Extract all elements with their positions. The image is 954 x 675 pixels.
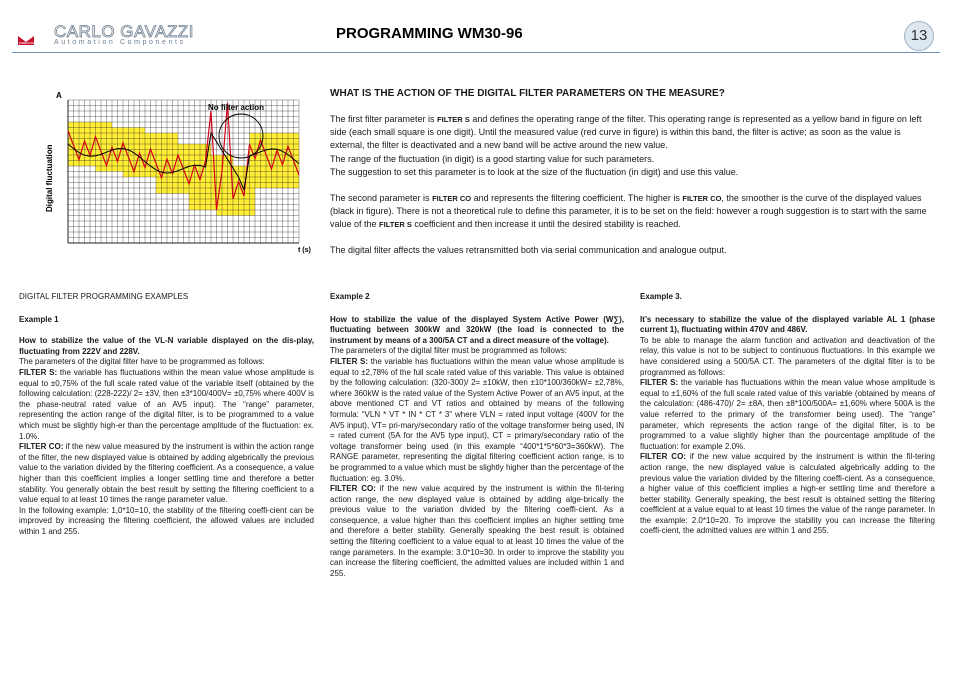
page-number-badge: 13	[904, 21, 934, 51]
intro-paragraph-4	[330, 192, 936, 231]
y-axis-letter: A	[56, 91, 62, 100]
filter-co-text: if the new value acquired by the instrument is within the fil-tering action range, the new displayed value is calculated algebrically adding to the previous value the variation divided by the filtering coeffi-cient. As a consequence, a higher value of this coefficient implies a high-er settling time and therefore a better stability. Generally speaking, the best result is obtained setting the filtering coefficient at a value equal to at least 10 times the value of the range parameter. In the example: 2.0*10=20. To improve the stability you can increase the filtering coeffi-cient, the admitted values are within 1 and 255.	[640, 452, 935, 536]
intro-paragraph-1	[330, 113, 936, 152]
chart-grid	[68, 100, 299, 243]
filter-s-label: FILTER S:	[640, 378, 679, 388]
filter-co-label: FILTER CO:	[19, 442, 64, 452]
intro-text: The first filter parameter is	[330, 114, 438, 124]
example-heading: How to stabilize the value of the displayed System Active Power (W∑), fluctuating between 300kW and 320kW (the load is connected to the instrument by means of a 300/5A CT and a direct measure of the voltage).	[330, 314, 624, 345]
filter-co-label: FILTER CO:	[330, 484, 376, 494]
filter-co-paragraph	[640, 452, 935, 537]
x-axis-label: t (s)	[298, 247, 311, 254]
brand-mark-icon	[18, 33, 48, 52]
example-column-2	[330, 292, 624, 579]
brand-mark-label: CARLO GAVAZZI	[19, 41, 44, 45]
intro-text: , the smoother is the curve of the displayed values (black in figure). There is not a theoretical rule to define this parameter, it is to be set on the field: however a rough suggestion is to start with the same value of the	[330, 193, 927, 229]
param-filter-co: FILTER CO	[432, 194, 472, 203]
example-title: Example 1	[19, 314, 59, 324]
example-heading: It’s necessary to stabilize the value of the displayed variable AL 1 (phase current 1), fluctuating within 470V and 486V.	[640, 314, 935, 335]
filter-co-text: if the new value measured by the instrument is within the action range of the filter, the new displayed value is obtained by adding algebrically the previous value to the variation divided by the filtering coefficient. As a consequence, a value higher than this coefficient implies a longer settling time and therefore a better stability. You generally obtain the best result by setting the filtering coefficient to a value equal to at least 10 times the range parameter value.	[19, 442, 315, 505]
example-text: To be able to manage the alarm function and activation and deactivation of the relay, this value is not to be subject to continuous fluctuations. In this example we have considered using a 500/5A CT. The parameters of the digital filter is to be programmed as follows:	[640, 335, 935, 377]
filter-s-label: FILTER S:	[330, 356, 369, 366]
filter-s-label: FILTER S:	[19, 367, 58, 377]
example-heading: How to stabilize the value of the VL-N variable displayed on the dis-play, fluctuating from 222V and 228V.	[19, 336, 314, 356]
filter-chart	[45, 88, 320, 263]
example-title: Example 3.	[640, 292, 682, 301]
intro-text: coefficient and then increase it until the desired stability is reached.	[411, 219, 681, 229]
param-filter-s: FILTER S	[379, 220, 412, 229]
intro-paragraph-3: The suggestion to set this parameter is to look at the size of the fluctuation (in digit) and use this value.	[330, 167, 739, 177]
filter-s-text: the variable has fluctuations within the mean value whose amplitude is equal to ±0,75% of the full scale rated value of the variable itself (obtained by the following calculation: (228-222)/ 2= ±3V, then ±3*100/400V= ±0,75% where 400V is the phase-neutral rated value of an AV5 input). The “range” parameter, representing the action range of the digital filter, is to be programmed to a value which must be slightly high-er than the percentage amplitude of the fluctuation: ex. 1.0%.	[19, 367, 314, 441]
intro-heading: WHAT IS THE ACTION OF THE DIGITAL FILTER PARAMETERS ON THE MEASURE?	[330, 88, 725, 99]
filter-s-paragraph	[19, 368, 314, 442]
filter-s-paragraph	[330, 357, 624, 484]
param-filter-co: FILTER CO	[682, 194, 722, 203]
filter-co-label: FILTER CO:	[640, 452, 686, 462]
filter-s-paragraph	[640, 378, 935, 452]
example-column-3	[640, 292, 935, 537]
page-title: PROGRAMMING WM30-96	[336, 25, 523, 42]
intro-text: and defines the operating range of the filter. This operating range is represented as a yellow band in figure on left side (each small square is one digit). Until the measured value (red curve in figure) is within this band, the filter is active; as soon as the value is external, the filter is deactivated and a new band will be active around the new value.	[330, 114, 922, 150]
intro-paragraph-5: The digital filter affects the values retransmitted both via serial communication and analogue output.	[330, 245, 727, 255]
example-title: Example 2	[330, 292, 370, 301]
example-text: The parameters of the digital filter have to be programmed as follows:	[19, 357, 265, 367]
brand-subtitle: Automation Components	[54, 39, 186, 46]
brand-logo: CARLO GAVAZZI	[54, 22, 195, 41]
section-title: DIGITAL FILTER PROGRAMMING EXAMPLES	[19, 292, 189, 301]
filter-co-paragraph	[330, 484, 624, 579]
intro-text: The second parameter is	[330, 193, 433, 203]
filter-s-text: the variable has fluctuations within the mean value whose amplitude is equal to ±2,78% of the full scale rated value of this variable. This value is obtained by the following calculation: (320-300)/ 2= ±10kW, then ±10*100/360kW= ±2,78%, where 360kW is the rated value of the System Active Power of an AV5 input, at the above mentioned CT and VT ratios and obtained by means of the following formula: “VLN * VT * IN * CT * 3” where VLN = rated input voltage (400V for the AV5 input), VT= pri-mary/secondary ratio of the voltage transformer being used, IN = rated current (5A for the AV5 type input), CT = primary/secondary ratio of the voltage transformer being used (in this example “400*1*5*60*3=360kW). The RANGE parameter, representing the digital filtering coefficient action range, is to be programmed to a value which must be slightly higher than the percentage of the fluctuation: eg. 3.0%.	[330, 356, 624, 483]
intro-paragraph-2: The range of the fluctuation (in digit) is a good starting value for such parameters.	[330, 154, 655, 164]
example-text: In the following example: 1,0*10=10, the stability of the filtering coeffi-cient can be improved by increasing the filtering coefficient, the allowed values are included within 1 and 255.	[19, 505, 314, 536]
intro-text: and represents the filtering coefficient. The higher is	[471, 193, 683, 203]
y-axis-label: Digital fluctuation	[45, 144, 54, 212]
example-column-1	[19, 292, 314, 537]
no-filter-annotation: No filter action	[208, 103, 265, 112]
filter-co-paragraph	[19, 442, 314, 506]
filter-co-text: if the new value acquired by the instrument is within the fil-tering action range, the new displayed value is obtained by adding alge-brically the previous value to the variation divided by the filtering coeffi-cient. As a consequence, a value higher than this coefficient implies an higher settling time and therefore a better stability. Generally speaking the best result is obtained setting the filtering coefficient to a value equal to at least 10 times the value of the range parameters. In the example: 3.0*10=30. In order to improve the stability you can increase the filtering coefficient, the admitted values are included within 1 and 255.	[330, 484, 624, 578]
param-filter-s: FILTER S	[437, 115, 470, 124]
filter-s-text: the variable has fluctuations within the mean value whose amplitude is equal to ±1,60% of the full scale rated value of this variable (obtained by means of the calculation: (486-470)/ 2= ±8A, then ±8*100/500A= ±1,60% where 500A is the value referred to the primary of the transformer being used). The “range” parameter, which represents the action range of the digital filter, is to be programmed to a value slightly higher than the pourcentage amplitude of the fluctuation: for example 2.0%.	[640, 378, 935, 451]
header-divider	[12, 52, 940, 53]
example-text: The parameters of the digital filter must be programmed as follows:	[330, 346, 567, 356]
